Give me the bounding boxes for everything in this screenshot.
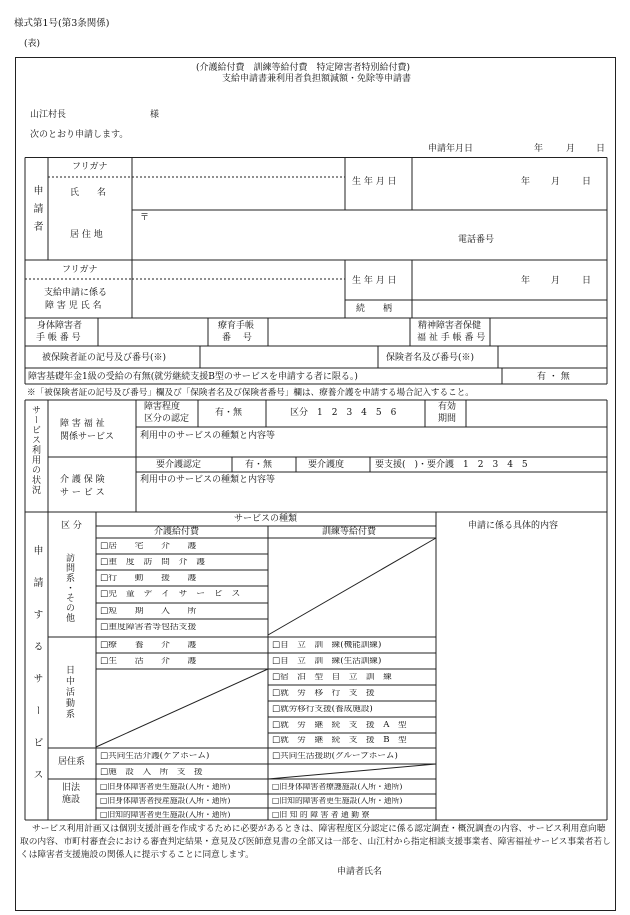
- addressee-honorific: 様: [150, 110, 160, 120]
- service-checkbox-item[interactable]: □児 童 デ イ サ ー ビ ス: [100, 590, 241, 599]
- service-checkbox-item[interactable]: □重 度 訪 問 介 護: [100, 558, 206, 567]
- service-checkbox-item[interactable]: □旧知的障害者更生施設(入所・通所): [272, 797, 403, 805]
- service-checkbox-item[interactable]: □短 期 入 所: [100, 607, 197, 616]
- service-checkbox-item[interactable]: □旧知的障害者更生施設(入所・通所): [100, 811, 231, 819]
- service-checkbox-item[interactable]: □居 宅 介 護: [100, 542, 197, 551]
- service-checkbox-item[interactable]: □宿 泊 型 自 立 訓 練: [272, 673, 392, 682]
- service-checkbox-item[interactable]: □旧身体障害者授産施設(入所・通所): [100, 797, 231, 805]
- applicant-address-label: 居 住 地: [70, 230, 103, 240]
- ryoiku-card-label-1: 療育手帳: [218, 321, 255, 331]
- welfare-label-1: 障 害 福 祉: [60, 419, 105, 429]
- service-checkbox-item[interactable]: □就労移行支援(養成施設): [272, 705, 373, 714]
- service-checkbox-item[interactable]: □共同生活援助(グループホーム): [272, 752, 398, 761]
- service-checkbox-item[interactable]: □療 養 介 護: [100, 641, 197, 650]
- service-checkbox-item[interactable]: □生 活 介 護: [100, 657, 197, 666]
- form-title-line2: 支給申請書兼利用者負担額減額・免除等申請書: [222, 74, 412, 84]
- form-number: 様式第1号(第3条関係): [14, 18, 110, 29]
- care-cert-label: 要介護認定: [156, 460, 202, 470]
- relation-label: 続 柄: [356, 304, 393, 314]
- service-checkbox-item[interactable]: □就 労 継 続 支 援 B 型: [272, 736, 407, 745]
- application-date-label: 申請年月日: [428, 144, 474, 154]
- category-visit: 訪問系・その他: [64, 553, 74, 623]
- service-checkbox-item[interactable]: □就 労 移 行 支 援: [272, 689, 375, 698]
- child-birth-year: 年: [521, 276, 531, 286]
- service-checkbox-item[interactable]: □自 立 訓 練(生活訓練): [272, 657, 382, 666]
- service-checkbox-item[interactable]: □旧 知 的 障 害 者 通 勤 寮: [272, 811, 370, 819]
- service-checkbox-item[interactable]: □就 労 継 続 支 援 A 型: [272, 721, 407, 730]
- detail-header: 申請に係る具体的内容: [468, 521, 559, 531]
- physical-card-label-1: 身体障害者: [37, 321, 83, 331]
- addressee-mayor: 山江村長: [30, 110, 67, 120]
- consent-text: サービス利用計画又は個別支援計画を作成するために必要があるときは、障害程度区分認定に係る認定調査・概況調査の内容、サービス利用意向聴取の内容、市町村審査会における審査判定結果・意見及び医師意見書の全部又は一部を、山江村から指定相談支援事業者、障害福祉サービス事業者若しくは障害者支援施設の関係人に提示することに同意します。: [20, 824, 611, 860]
- applicant-name-signature-label: 申請者氏名: [337, 867, 383, 877]
- care-label-1: 介 護 保 険: [60, 475, 105, 485]
- category-residential: 居住系: [58, 757, 86, 767]
- child-furigana-label: フリガナ: [62, 265, 98, 275]
- kubun-options[interactable]: 区分 1 2 3 4 5 6: [290, 408, 397, 418]
- front-label: (表): [24, 39, 41, 49]
- child-name-label-line2: 障 害 児 氏 名: [45, 301, 102, 311]
- basic-pension-yes-no[interactable]: 有 ・ 無: [537, 372, 570, 382]
- applicant-birth-label: 生 年 月 日: [352, 177, 397, 187]
- applicant-birth-year: 年: [521, 177, 531, 187]
- application-date-month: 月: [566, 144, 576, 154]
- service-checkbox-item[interactable]: □旧身体障害者療護施設(入所・通所): [272, 783, 403, 791]
- applicant-furigana-label: フリガナ: [72, 162, 108, 172]
- insurer-label: 保険者名及び番号(※): [386, 353, 475, 363]
- level-yes-no[interactable]: 有・無: [215, 408, 243, 418]
- service-checkbox-item[interactable]: □自 立 訓 練(機能訓練): [272, 641, 382, 650]
- care-content-label: 利用中のサービスの種類と内容等: [140, 475, 276, 485]
- service-checkbox-item[interactable]: □行 動 援 護: [100, 574, 197, 583]
- phone-label: 電話番号: [458, 235, 495, 245]
- insurance-note: ※「被保険者証の記号及び番号」欄及び「保険者名及び保険者番号」欄は、療養介護を申請する場合記入すること。: [27, 388, 474, 398]
- category-old-law: [62, 782, 84, 806]
- welfare-label-2: 関係サービス: [60, 432, 115, 442]
- form-title-line1: (介護給付費 訓練等給付費 特定障害者特別給付費): [196, 63, 411, 73]
- level-label-2: 区分の認定: [144, 414, 190, 424]
- level-label-1: 障害程度: [144, 402, 181, 412]
- kunren-header: 訓練等給付費: [322, 527, 377, 537]
- welfare-content-label: 利用中のサービスの種類と内容等: [140, 431, 276, 441]
- usage-section-label: サービス利用の状況: [30, 405, 40, 495]
- service-types-header: サービスの種類: [234, 514, 298, 524]
- child-birth-month: 月: [551, 276, 561, 286]
- applicant-birth-day: 日: [582, 177, 592, 187]
- category-day: 日中活動系: [64, 665, 74, 720]
- care-cert-yes-no[interactable]: 有・無: [245, 460, 273, 470]
- valid-period-label-1: 有効: [438, 402, 457, 412]
- basic-pension-label: 障害基礎年金1級の受給の有無(就労継続支援B型のサービスを申請する者に限る。): [28, 372, 358, 382]
- valid-period-label-2: 期間: [438, 414, 457, 424]
- service-checkbox-item[interactable]: □重度障害者等包括支援: [100, 623, 197, 632]
- child-birth-day: 日: [582, 276, 592, 286]
- mental-card-label-2: 福 祉 手 帳 番 号: [417, 333, 486, 343]
- mental-card-label-1: 精神障害者保健: [418, 321, 482, 331]
- ryoiku-card-label-2: 番 号: [222, 333, 252, 343]
- application-date-day: 日: [596, 144, 606, 154]
- postal-mark: 〒: [140, 213, 150, 223]
- intro-text: 次のとおり申請します。: [30, 130, 129, 140]
- applicant-name-label: 氏 名: [70, 188, 107, 198]
- application-date-year: 年: [534, 144, 544, 154]
- services-section-label: 申請するサービス: [31, 545, 42, 801]
- care-level-label: 要介護度: [308, 460, 345, 470]
- service-checkbox-item[interactable]: □共同生活介護(ケアホーム): [100, 752, 210, 761]
- applicant-name-field[interactable]: [133, 178, 344, 209]
- care-label-2: サ ー ビ ス: [60, 488, 105, 498]
- child-birth-label: 生 年 月 日: [352, 276, 397, 286]
- kaigo-header: 介護給付費: [154, 527, 200, 537]
- applicant-address-field[interactable]: [133, 211, 606, 259]
- insured-number-label: 被保険者証の記号及び番号(※): [42, 353, 167, 363]
- category-old-law-text: 旧法施設: [62, 783, 81, 805]
- kubun-header: 区 分: [61, 521, 82, 531]
- service-checkbox-item[interactable]: □旧身体障害者更生施設(入所・通所): [100, 783, 231, 791]
- care-support-options[interactable]: 要支援( )・要介護 1 2 3 4 5: [375, 460, 528, 470]
- service-checkbox-item[interactable]: □施 設 入 所 支 援: [100, 768, 203, 777]
- physical-card-label-2: 手 帳 番 号: [36, 333, 81, 343]
- applicant-birth-month: 月: [551, 177, 561, 187]
- applicant-section-label: 申請者: [31, 185, 42, 239]
- child-name-label-line1: 支給申請に係る: [44, 288, 108, 298]
